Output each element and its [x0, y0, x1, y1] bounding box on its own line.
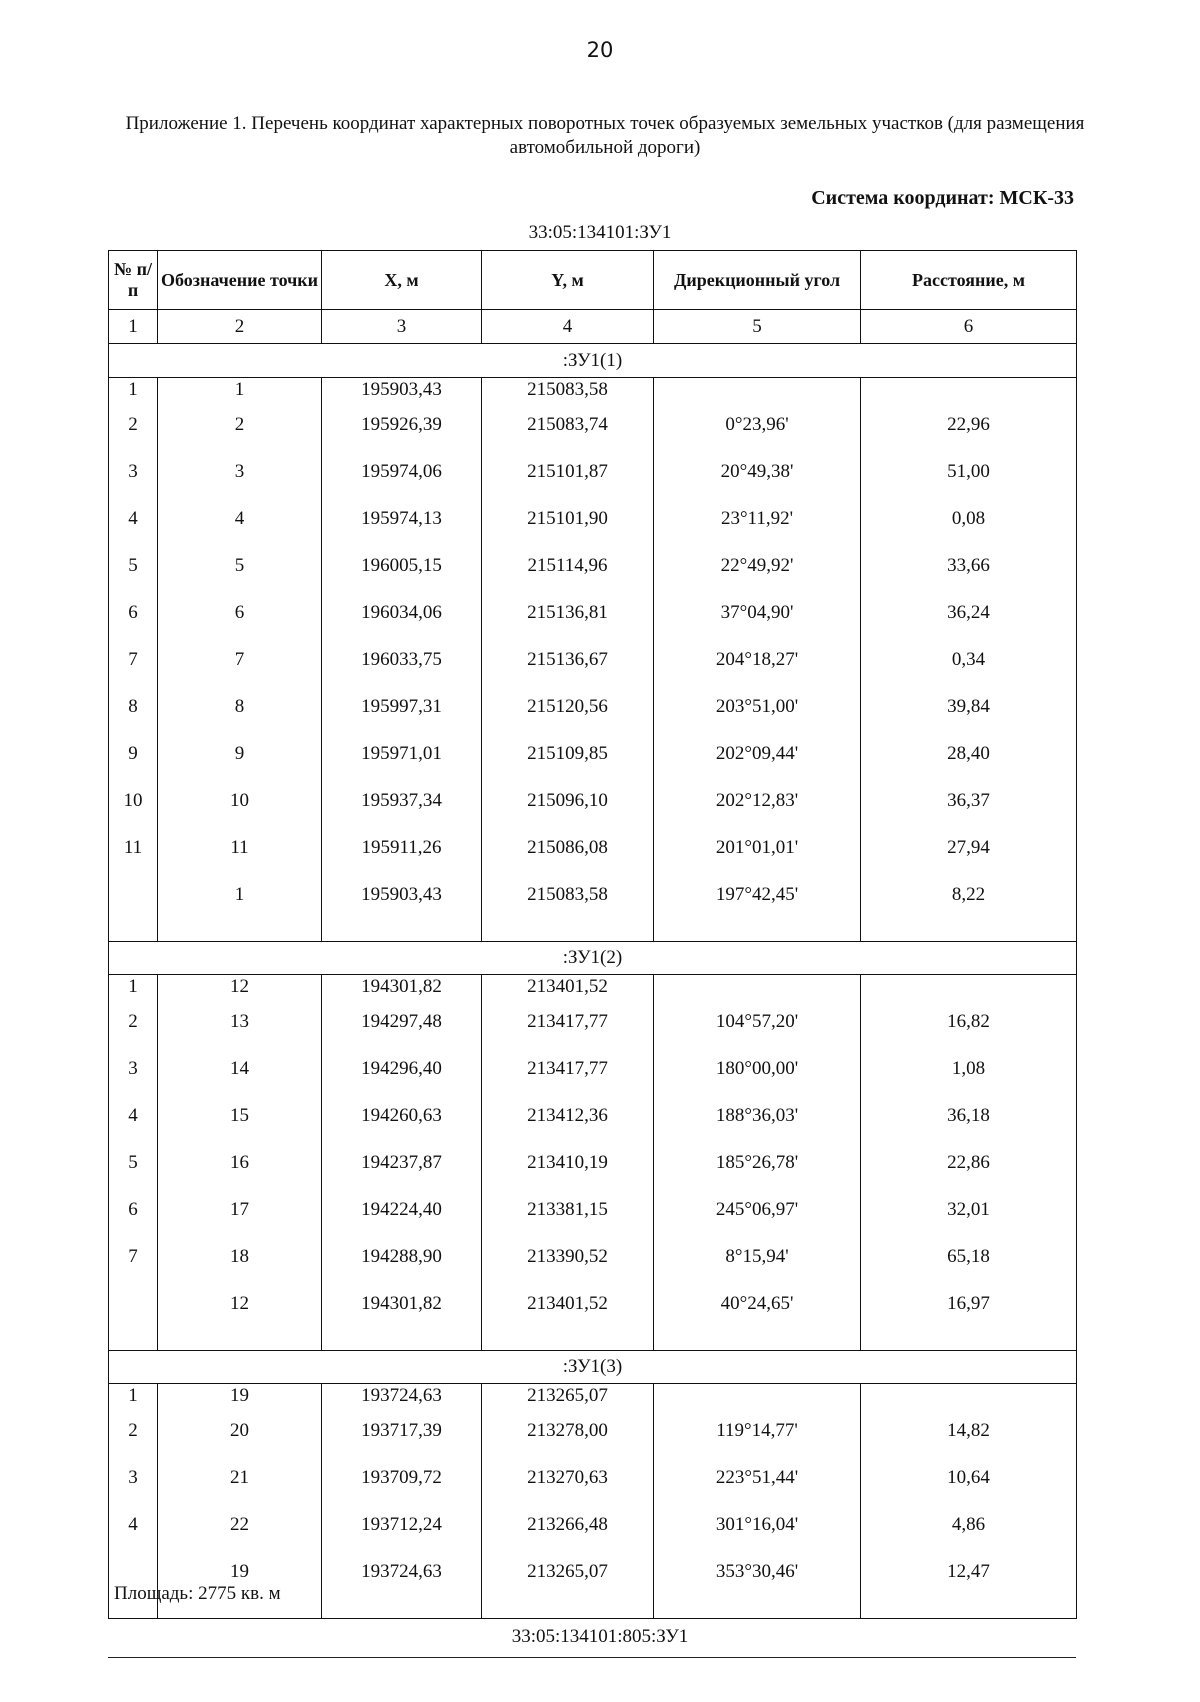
y-coordinate-cell: 213401,52: [527, 1293, 608, 1314]
header-point: Обозначение точки: [158, 251, 322, 310]
cell-padding: [482, 1595, 653, 1618]
point-number-cell: 2: [128, 1420, 138, 1441]
distance-cell: 28,40: [947, 743, 990, 764]
x-coordinate-cell: 196034,06: [361, 602, 442, 623]
direction-angle-cell: 202°09,44': [715, 743, 799, 764]
x-coordinate-cell: 194296,40: [361, 1058, 442, 1079]
y-coordinate-cell: 215101,90: [527, 508, 608, 529]
x-coordinate-cell: 195937,34: [361, 790, 442, 811]
y-coordinate-cell-group: [482, 378, 654, 942]
distance-cell: 14,82: [947, 1420, 990, 1441]
y-coordinate-cell: 213417,77: [527, 1011, 608, 1032]
distance-cell: 4,86: [951, 1514, 986, 1535]
x-coordinate-cell: 194237,87: [361, 1152, 442, 1173]
cell-padding: [654, 378, 860, 401]
direction-angle-cell: 180°00,00': [715, 1058, 799, 1079]
direction-angle-cell: 201°01,01': [715, 837, 799, 858]
y-coordinate-cell: 213390,52: [527, 1246, 608, 1267]
point-designation-cell: 2: [234, 414, 245, 435]
direction-angle-cell: 185°26,78': [715, 1152, 799, 1173]
column-number: 1: [109, 310, 158, 344]
point-number-cell-group: [109, 975, 158, 1351]
y-coordinate-cell: 215109,85: [527, 743, 608, 764]
distance-cell: 32,01: [947, 1199, 990, 1220]
header-distance: Расстояние, м: [861, 251, 1077, 310]
direction-angle-cell-group: [654, 1384, 861, 1619]
cell-padding: [861, 975, 1076, 998]
point-number-cell: 4: [128, 508, 138, 529]
x-coordinate-cell: 195903,43: [361, 884, 442, 905]
header-row: [109, 251, 1077, 310]
x-coordinate-cell: 195971,01: [361, 743, 442, 764]
distance-cell-group: [861, 378, 1077, 942]
point-number-cell: [109, 871, 157, 918]
x-coordinate-cell: 195974,13: [361, 508, 442, 529]
distance-cell: 16,82: [947, 1011, 990, 1032]
y-coordinate-cell: 215083,58: [527, 884, 608, 905]
point-designation-cell-group: [158, 378, 322, 942]
direction-angle-cell: 40°24,65': [720, 1293, 794, 1314]
point-number-cell: 3: [128, 461, 138, 482]
coordinate-system: Система координат: МСК-33: [811, 187, 1074, 209]
point-designation-cell: 21: [230, 1467, 249, 1488]
point-number-cell: [109, 1280, 157, 1327]
point-number-cell: 9: [128, 743, 138, 764]
y-coordinate-cell: 213410,19: [527, 1152, 608, 1173]
x-coordinate-cell: 193712,24: [361, 1514, 442, 1535]
point-designation-cell: 1: [234, 379, 245, 400]
y-coordinate-cell: 213278,00: [527, 1420, 608, 1441]
cell-padding: [482, 1327, 653, 1350]
direction-angle-cell: 119°14,77': [716, 1420, 798, 1441]
divider: [108, 1657, 1076, 1658]
cell-padding: [861, 1595, 1076, 1618]
cell-padding: [322, 1327, 481, 1350]
x-coordinate-cell: 194224,40: [361, 1199, 442, 1220]
x-coordinate-cell: 195926,39: [361, 414, 442, 435]
y-coordinate-cell: 213412,36: [527, 1105, 608, 1126]
direction-angle-cell: 22°49,92': [720, 555, 794, 576]
point-designation-cell: 10: [230, 790, 249, 811]
cell-padding: [158, 1327, 321, 1350]
y-coordinate-cell: 215101,87: [527, 461, 608, 482]
point-number-cell: 1: [128, 1385, 138, 1406]
header-angle: Дирекционный угол: [654, 251, 861, 310]
cell-padding: [654, 1384, 860, 1407]
x-coordinate-cell-group: [322, 975, 482, 1351]
y-coordinate-cell: 213417,77: [527, 1058, 608, 1079]
direction-angle-cell: 23°11,92': [720, 508, 794, 529]
distance-cell: 39,84: [947, 696, 990, 717]
y-coordinate-cell: 215086,08: [527, 837, 608, 858]
point-designation-cell: 7: [234, 649, 245, 670]
point-number-cell: 3: [128, 1058, 138, 1079]
point-number-cell: 4: [128, 1105, 138, 1126]
point-designation-cell: 14: [230, 1058, 249, 1079]
cell-padding: [654, 918, 860, 941]
cell-padding: [654, 975, 860, 998]
point-designation-cell: 8: [234, 696, 245, 717]
direction-angle-cell: 203°51,00': [715, 696, 799, 717]
distance-cell: 16,97: [947, 1293, 990, 1314]
column-number: 3: [322, 310, 482, 344]
column-number: 2: [158, 310, 322, 344]
point-number-cell: 2: [128, 1011, 138, 1032]
column-number-row: [109, 310, 1077, 344]
x-coordinate-cell: 193724,63: [361, 1561, 442, 1582]
direction-angle-cell: 204°18,27': [715, 649, 799, 670]
point-number-cell: 11: [123, 837, 143, 858]
point-designation-cell: 4: [234, 508, 245, 529]
cell-padding: [654, 1595, 860, 1618]
x-coordinate-cell: 195974,06: [361, 461, 442, 482]
cell-padding: [109, 1327, 157, 1350]
point-designation-cell: 11: [230, 837, 249, 858]
cell-padding: [158, 918, 321, 941]
x-coordinate-cell-group: [322, 1384, 482, 1619]
x-coordinate-cell: 195903,43: [361, 379, 442, 400]
point-number-cell: 7: [128, 649, 138, 670]
point-designation-cell: 22: [230, 1514, 249, 1535]
point-designation-cell: 18: [230, 1246, 249, 1267]
point-designation-cell: 12: [230, 976, 249, 997]
cell-padding: [654, 1327, 860, 1350]
y-coordinate-cell: 215083,74: [527, 414, 608, 435]
header-number: № п/п: [109, 251, 158, 310]
direction-angle-cell-group: [654, 378, 861, 942]
table-body: [109, 344, 1077, 1619]
cell-padding: [861, 1384, 1076, 1407]
y-coordinate-cell: 215114,96: [527, 555, 608, 576]
point-number-cell: 3: [128, 1467, 138, 1488]
x-coordinate-cell: 194260,63: [361, 1105, 442, 1126]
y-coordinate-cell: 213381,15: [527, 1199, 608, 1220]
y-coordinate-cell: 215120,56: [527, 696, 608, 717]
point-number-cell: 4: [128, 1514, 138, 1535]
point-designation-cell: 20: [230, 1420, 249, 1441]
point-designation-cell: 6: [234, 602, 245, 623]
point-number-cell: 1: [128, 379, 138, 400]
direction-angle-cell: 197°42,45': [715, 884, 799, 905]
cell-padding: [109, 918, 157, 941]
distance-cell: 27,94: [947, 837, 990, 858]
distance-cell: 22,86: [947, 1152, 990, 1173]
point-number-cell-group: [109, 378, 158, 942]
header-y: Y, м: [482, 251, 654, 310]
x-coordinate-cell: 196005,15: [361, 555, 442, 576]
coordinates-table: [108, 250, 1077, 1619]
direction-angle-cell: 20°49,38': [720, 461, 794, 482]
x-coordinate-cell: 195911,26: [361, 837, 442, 858]
distance-cell: 22,96: [947, 414, 990, 435]
cell-padding: [861, 918, 1076, 941]
direction-angle-cell: 223°51,44': [715, 1467, 799, 1488]
y-coordinate-cell: 215096,10: [527, 790, 608, 811]
point-number-cell: 6: [128, 1199, 138, 1220]
section-row: [109, 942, 1077, 975]
distance-cell: 8,22: [951, 884, 986, 905]
x-coordinate-cell: 196033,75: [361, 649, 442, 670]
point-number-cell: 5: [128, 1152, 138, 1173]
table-row: [109, 975, 1077, 1351]
point-number-cell: 2: [128, 414, 138, 435]
x-coordinate-cell: 195997,31: [361, 696, 442, 717]
point-designation-cell-group: [158, 975, 322, 1351]
distance-cell: 0,34: [951, 649, 986, 670]
y-coordinate-cell: 215083,58: [527, 379, 608, 400]
section-label: :ЗУ1(3): [109, 1351, 1077, 1384]
distance-cell: 51,00: [947, 461, 990, 482]
x-coordinate-cell-group: [322, 378, 482, 942]
distance-cell: 36,24: [947, 602, 990, 623]
distance-cell: 65,18: [947, 1246, 990, 1267]
section-label: :ЗУ1(2): [109, 942, 1077, 975]
table-row: [109, 378, 1077, 942]
point-designation-cell: 16: [230, 1152, 249, 1173]
y-coordinate-cell: 213270,63: [527, 1467, 608, 1488]
x-coordinate-cell: 193709,72: [361, 1467, 442, 1488]
distance-cell: 33,66: [947, 555, 990, 576]
direction-angle-cell-group: [654, 975, 861, 1351]
coordinates-table-wrapper: [108, 250, 1077, 1619]
point-designation-cell: 5: [234, 555, 245, 576]
distance-cell: 0,08: [951, 508, 986, 529]
point-number-cell: 6: [128, 602, 138, 623]
column-number: 4: [482, 310, 654, 344]
point-designation-cell: 15: [230, 1105, 249, 1126]
point-number-cell: 1: [128, 976, 138, 997]
x-coordinate-cell: 194288,90: [361, 1246, 442, 1267]
x-coordinate-cell: 193717,39: [361, 1420, 442, 1441]
point-designation-cell: 17: [230, 1199, 249, 1220]
parcel-title: 33:05:134101:ЗУ1: [528, 222, 672, 243]
direction-angle-cell: 0°23,96': [725, 414, 789, 435]
direction-angle-cell: 301°16,04': [715, 1514, 799, 1535]
direction-angle-cell: 8°15,94': [725, 1246, 789, 1267]
point-number-cell: 5: [128, 555, 138, 576]
page-heading: Приложение 1. Перечень координат характерных поворотных точек образуемых земельных участков (для размещения автомобильной дороги): [125, 113, 1085, 158]
area-summary: Площадь: 2775 кв. м: [114, 1583, 281, 1604]
y-coordinate-cell: 213266,48: [527, 1514, 608, 1535]
y-coordinate-cell-group: [482, 1384, 654, 1619]
x-coordinate-cell: 194301,82: [361, 976, 442, 997]
y-coordinate-cell: 213401,52: [527, 976, 608, 997]
distance-cell: 36,37: [947, 790, 990, 811]
column-number: 5: [654, 310, 861, 344]
section-row: [109, 1351, 1077, 1384]
distance-cell: 1,08: [951, 1058, 986, 1079]
column-number: 6: [861, 310, 1077, 344]
point-number-cell: 8: [128, 696, 138, 717]
direction-angle-cell: 245°06,97': [715, 1199, 799, 1220]
section-row: [109, 344, 1077, 378]
cell-padding: [861, 1327, 1076, 1350]
direction-angle-cell: 353°30,46': [715, 1561, 799, 1582]
point-number-cell: 10: [123, 790, 143, 811]
y-coordinate-cell: 213265,07: [527, 1385, 608, 1406]
distance-cell-group: [861, 975, 1077, 1351]
next-parcel-title: 33:05:134101:805:ЗУ1: [511, 1626, 689, 1647]
x-coordinate-cell: 194297,48: [361, 1011, 442, 1032]
point-designation-cell: 3: [234, 461, 245, 482]
section-label: :ЗУ1(1): [109, 344, 1077, 378]
x-coordinate-cell: 193724,63: [361, 1385, 442, 1406]
cell-padding: [322, 918, 481, 941]
direction-angle-cell: 188°36,03': [715, 1105, 799, 1126]
cell-padding: [861, 378, 1076, 401]
y-coordinate-cell: 213265,07: [527, 1561, 608, 1582]
point-number-cell: 7: [128, 1246, 138, 1267]
point-designation-cell: 19: [230, 1385, 249, 1406]
point-designation-cell: 19: [230, 1561, 249, 1582]
cell-padding: [482, 918, 653, 941]
y-coordinate-cell-group: [482, 975, 654, 1351]
cell-padding: [322, 1595, 481, 1618]
y-coordinate-cell: 215136,81: [527, 602, 608, 623]
distance-cell: 36,18: [947, 1105, 990, 1126]
distance-cell-group: [861, 1384, 1077, 1619]
point-designation-cell: 9: [234, 743, 245, 764]
point-designation-cell: 12: [230, 1293, 249, 1314]
y-coordinate-cell: 215136,67: [527, 649, 608, 670]
direction-angle-cell: 104°57,20': [715, 1011, 799, 1032]
x-coordinate-cell: 194301,82: [361, 1293, 442, 1314]
page-number: 20: [586, 38, 614, 62]
point-designation-cell: 13: [230, 1011, 249, 1032]
point-designation-cell: 1: [234, 884, 245, 905]
direction-angle-cell: 37°04,90': [720, 602, 794, 623]
distance-cell: 10,64: [947, 1467, 990, 1488]
direction-angle-cell: 202°12,83': [715, 790, 799, 811]
distance-cell: 12,47: [947, 1561, 990, 1582]
header-x: X, м: [322, 251, 482, 310]
